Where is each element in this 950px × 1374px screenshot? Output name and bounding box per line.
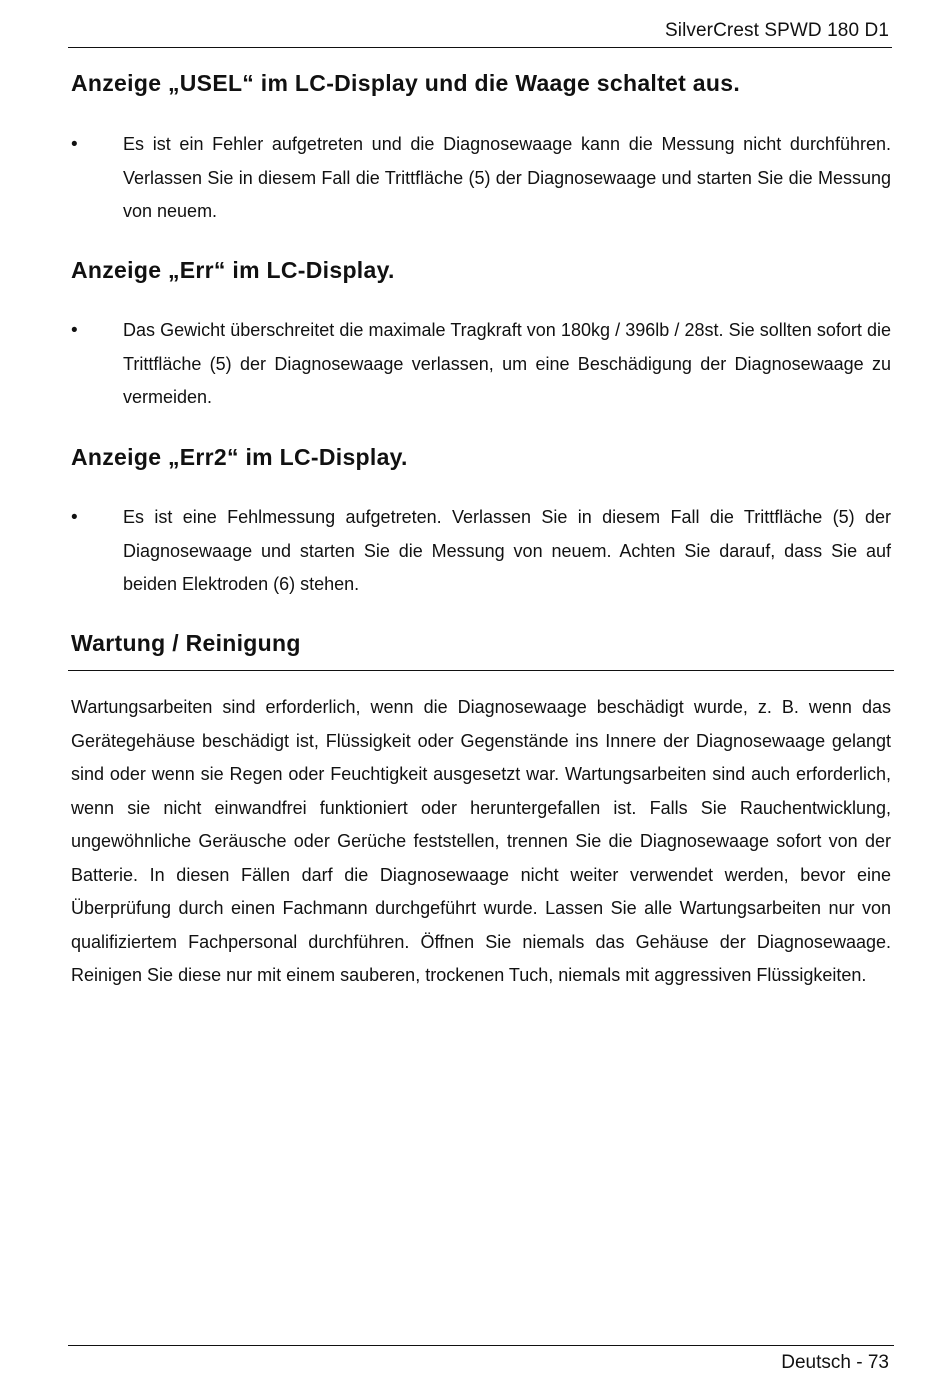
heading-maintenance: Wartung / Reinigung <box>71 630 301 656</box>
maintenance-text: Wartungsarbeiten sind erforderlich, wenn die Diagnosewaage beschädigt wurde, z. B. wenn das Gerätegehäuse beschädigt ist, Flüssigkeit oder Gegenstände ins Innere der Diagnosewaage gelangt sind oder wenn sie Regen oder Feuchtigkeit ausgesetzt war. Wartungsarbeiten sind auch erforderlich, wenn sie nicht einwandfrei funktioniert oder heruntergefallen ist. Falls Sie Rauchentwicklung, ungewöhnliche Geräusche oder Gerüche feststellen, trennen Sie die Diagnosewaage sofort von der Batterie. In diesen Fällen darf die Diagnosewaage nicht weiter verwendet werden, bevor eine Überprüfung durch einen Fachmann durchgeführt wurde. Lassen Sie alle Wartungsarbeiten nur von qualifiziertem Fachpersonal durchführen. Öffnen Sie niemals das Gehäuse der Diagnosewaage. Reinigen Sie diese nur mit einem sauberen, trockenen Tuch, niemals mit aggressiven Flüssigkeiten. <box>71 697 891 985</box>
heading-usel: Anzeige „USEL“ im LC-Display und die Waage schaltet aus. <box>71 70 741 96</box>
bullet-err: • <box>71 320 78 341</box>
heading-err: Anzeige „Err“ im LC-Display. <box>71 257 395 283</box>
heading-err2: Anzeige „Err2“ im LC-Display. <box>71 444 408 470</box>
text-usel: Es ist ein Fehler aufgetreten und die Diagnosewaage kann die Messung nicht durchführen. Verlassen Sie in diesem Fall die Trittfläche (5) der Diagnosewaage und starten Sie die Messung von neuem. <box>123 134 891 221</box>
footer-rule <box>68 1345 894 1346</box>
page-header-product: SilverCrest SPWD 180 D1 <box>664 20 889 41</box>
page-footer-label: Deutsch - 73 <box>781 1352 889 1373</box>
header-rule <box>68 47 892 48</box>
maintenance-rule <box>68 670 894 671</box>
bullet-err2: • <box>71 507 78 528</box>
bullet-usel: • <box>71 134 78 155</box>
text-err2: Es ist eine Fehlmessung aufgetreten. Verlassen Sie in diesem Fall die Trittfläche (5) der Diagnosewaage und starten Sie die Messung von neuem. Achten Sie darauf, dass Sie auf beiden Elektroden (6) stehen. <box>123 507 891 594</box>
text-err: Das Gewicht überschreitet die maximale Tragkraft von 180kg / 396lb / 28st. Sie sollten sofort die Trittfläche (5) der Diagnosewaage verlassen, um eine Beschädigung der Diagnosewaage zu vermeiden. <box>123 320 891 407</box>
